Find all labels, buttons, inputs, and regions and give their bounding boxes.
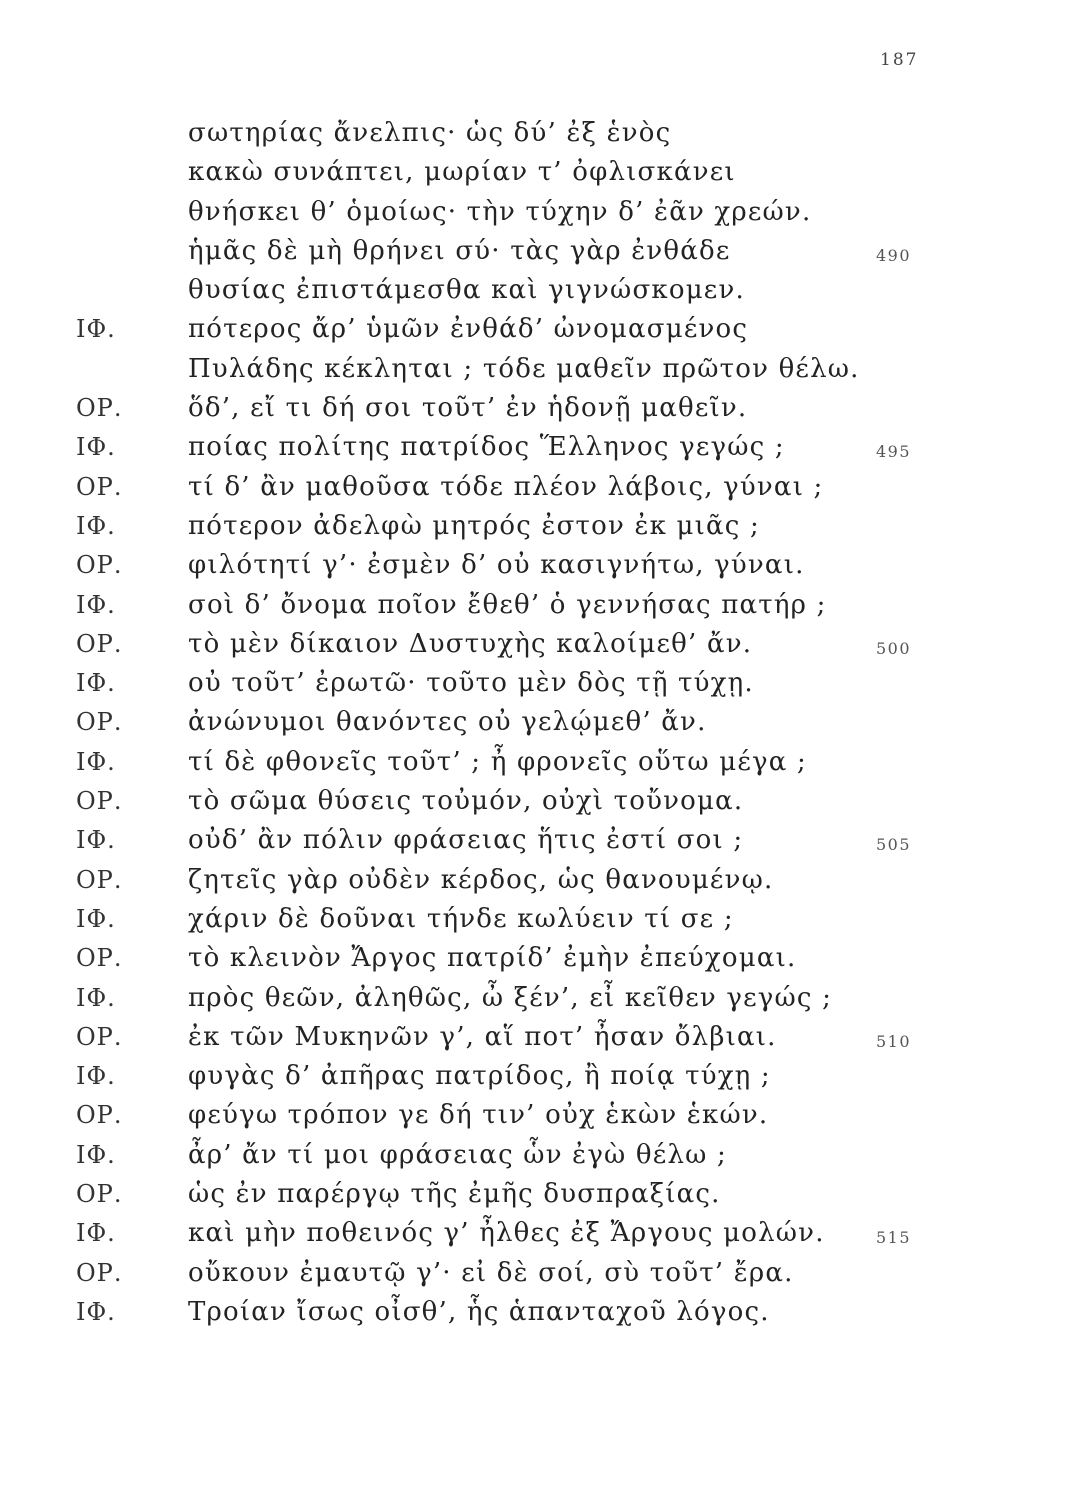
verse-line bbox=[0, 428, 1072, 467]
verse-line bbox=[0, 507, 1072, 546]
speaker-label: ΟΡ. bbox=[76, 394, 123, 423]
speaker-label: ΙΦ. bbox=[76, 747, 116, 776]
speaker-label: ΟΡ. bbox=[76, 1180, 123, 1209]
verse-line bbox=[0, 1096, 1072, 1135]
speaker-label: ΟΡ. bbox=[76, 1101, 123, 1130]
line-number: 515 bbox=[876, 1228, 912, 1248]
verse-text: φιλότητί γ’· ἐσμὲν δ’ οὐ κασιγνήτω, γύναι. bbox=[188, 550, 805, 581]
verse-line bbox=[0, 193, 1072, 232]
verse-line bbox=[0, 625, 1072, 664]
verse-line bbox=[0, 310, 1072, 349]
speaker-label: ΟΡ. bbox=[76, 865, 123, 894]
speaker-label: ΟΡ. bbox=[76, 472, 123, 501]
speaker-label: ΙΦ. bbox=[76, 511, 116, 540]
verse-text: φυγὰς δ’ ἀπῆρας πατρίδος, ἢ ποίᾳ τύχῃ ; bbox=[188, 1061, 771, 1092]
verse-text: πότερον ἀδελφὼ μητρός ἐστον ἐκ μιᾶς ; bbox=[188, 510, 760, 541]
verse-line bbox=[0, 468, 1072, 507]
verse-line bbox=[0, 389, 1072, 428]
verse-line bbox=[0, 1214, 1072, 1253]
verse-text: Πυλάδης κέκληται ; τόδε μαθεῖν πρῶτον θέλω. bbox=[188, 353, 860, 384]
verse-line bbox=[0, 1136, 1072, 1175]
verse-text: οὐδ’ ἂν πόλιν φράσειας ἥτις ἐστί σοι ; bbox=[188, 825, 744, 856]
verse-line bbox=[0, 114, 1072, 153]
speaker-label: ΟΡ. bbox=[76, 944, 123, 973]
verse-line bbox=[0, 1293, 1072, 1332]
verse-line bbox=[0, 861, 1072, 900]
verse-line bbox=[0, 900, 1072, 939]
verse-text: καὶ μὴν ποθεινός γ’ ἦλθες ἐξ Ἄργους μολών. bbox=[188, 1218, 825, 1249]
verse-line bbox=[0, 350, 1072, 389]
verse-text: τὸ σῶμα θύσεις τοὐμόν, οὐχὶ τοὔνομα. bbox=[188, 786, 744, 817]
speaker-label: ΙΦ. bbox=[76, 1140, 116, 1169]
verse-text: Τροίαν ἴσως οἶσθ’, ἧς ἁπανταχοῦ λόγος. bbox=[188, 1296, 770, 1327]
verse-line bbox=[0, 1018, 1072, 1057]
verse-text: ὡς ἐν παρέργῳ τῆς ἐμῆς δυσπραξίας. bbox=[188, 1179, 721, 1210]
line-number: 505 bbox=[876, 835, 912, 855]
speaker-label: ΙΦ. bbox=[76, 669, 116, 698]
speaker-label: ΙΦ. bbox=[76, 1062, 116, 1091]
verse-line bbox=[0, 782, 1072, 821]
verse-text: σοὶ δ’ ὄνομα ποῖον ἔθεθ’ ὁ γεννήσας πατήρ ; bbox=[188, 589, 827, 620]
verse-text: ἐκ τῶν Μυκηνῶν γ’, αἵ ποτ’ ἦσαν ὄλβιαι. bbox=[188, 1021, 777, 1052]
verse-text: οὐ τοῦτ’ ἐρωτῶ· τοῦτο μὲν δὸς τῇ τύχῃ. bbox=[188, 668, 754, 699]
verse-text: ὅδ’, εἴ τι δή σοι τοῦτ’ ἐν ἡδονῇ μαθεῖν. bbox=[188, 393, 748, 424]
speaker-label: ΙΦ. bbox=[76, 904, 116, 933]
page-number: 187 bbox=[880, 50, 919, 70]
line-number: 510 bbox=[876, 1031, 912, 1051]
verse-text: ἆρ’ ἄν τί μοι φράσειας ὧν ἐγὼ θέλω ; bbox=[188, 1139, 727, 1170]
verse-line bbox=[0, 821, 1072, 860]
line-number: 500 bbox=[876, 638, 912, 658]
speaker-label: ΙΦ. bbox=[76, 983, 116, 1012]
verse-line bbox=[0, 1254, 1072, 1293]
speaker-label: ΙΦ. bbox=[76, 433, 116, 462]
verse-text: ζητεῖς γὰρ οὐδὲν κέρδος, ὡς θανουμένῳ. bbox=[188, 864, 774, 895]
verse-text: θυσίας ἐπιστάμεσθα καὶ γιγνώσκομεν. bbox=[188, 275, 745, 306]
verse-line bbox=[0, 546, 1072, 585]
line-number: 490 bbox=[876, 245, 912, 265]
line-number: 495 bbox=[876, 442, 912, 462]
speaker-label: ΙΦ. bbox=[76, 1297, 116, 1326]
verse-text: πότερος ἄρ’ ὑμῶν ἐνθάδ’ ὠνομασμένος bbox=[188, 314, 749, 345]
verse-text: σωτηρίας ἄνελπις· ὡς δύ’ ἐξ ἑνὸς bbox=[188, 118, 672, 148]
verse-line bbox=[0, 1175, 1072, 1214]
verse-text: ποίας πολίτης πατρίδος Ἕλληνος γεγώς ; bbox=[188, 432, 785, 463]
speaker-label: ΟΡ. bbox=[76, 1258, 123, 1287]
verse-text: ἡμᾶς δὲ μὴ θρήνει σύ· τὰς γὰρ ἐνθάδε bbox=[188, 235, 731, 266]
verse-text: τὸ κλεινὸν Ἄργος πατρίδ’ ἐμὴν ἐπεύχομαι. bbox=[188, 943, 797, 974]
verse-line bbox=[0, 664, 1072, 703]
verse-line bbox=[0, 939, 1072, 978]
verse-text: πρὸς θεῶν, ἀληθῶς, ὦ ξέν’, εἶ κεῖθεν γεγώς ; bbox=[188, 982, 833, 1013]
verse-text: χάριν δὲ δοῦναι τήνδε κωλύειν τί σε ; bbox=[188, 903, 734, 934]
verse-line bbox=[0, 232, 1072, 271]
verse-line bbox=[0, 979, 1072, 1018]
speaker-label: ΟΡ. bbox=[76, 787, 123, 816]
verse-text: κακὼ συνάπτει, μωρίαν τ’ ὀφλισκάνει bbox=[188, 157, 736, 188]
verse-text: φεύγω τρόπον γε δή τιν’ οὐχ ἑκὼν ἑκών. bbox=[188, 1100, 769, 1131]
speaker-label: ΟΡ. bbox=[76, 1022, 123, 1051]
speaker-label: ΙΦ. bbox=[76, 590, 116, 619]
speaker-label: ΟΡ. bbox=[76, 551, 123, 580]
speaker-label: ΟΡ. bbox=[76, 708, 123, 737]
verse-text: τί δ’ ἂν μαθοῦσα τόδε πλέον λάβοις, γύναι ; bbox=[188, 471, 824, 502]
verse-line bbox=[0, 271, 1072, 310]
verse-line bbox=[0, 743, 1072, 782]
verse-line bbox=[0, 153, 1072, 192]
verse-text: θνήσκει θ’ ὁμοίως· τὴν τύχην δ’ ἐᾶν χρεών. bbox=[188, 196, 812, 227]
verse-block bbox=[0, 114, 1072, 1332]
verse-text: ἀνώνυμοι θανόντες οὐ γελῴμεθ’ ἄν. bbox=[188, 707, 707, 738]
speaker-label: ΙΦ. bbox=[76, 1219, 116, 1248]
verse-line bbox=[0, 586, 1072, 625]
verse-text: τί δὲ φθονεῖς τοῦτ’ ; ἦ φρονεῖς οὕτω μέγα ; bbox=[188, 746, 807, 777]
verse-text: τὸ μὲν δίκαιον Δυστυχὴς καλοίμεθ’ ἄν. bbox=[188, 628, 753, 659]
verse-line bbox=[0, 1057, 1072, 1096]
verse-text: οὔκουν ἐμαυτῷ γ’· εἰ δὲ σοί, σὺ τοῦτ’ ἔρα. bbox=[188, 1257, 794, 1288]
speaker-label: ΙΦ. bbox=[76, 315, 116, 344]
verse-line bbox=[0, 703, 1072, 742]
speaker-label: ΙΦ. bbox=[76, 826, 116, 855]
speaker-label: ΟΡ. bbox=[76, 629, 123, 658]
